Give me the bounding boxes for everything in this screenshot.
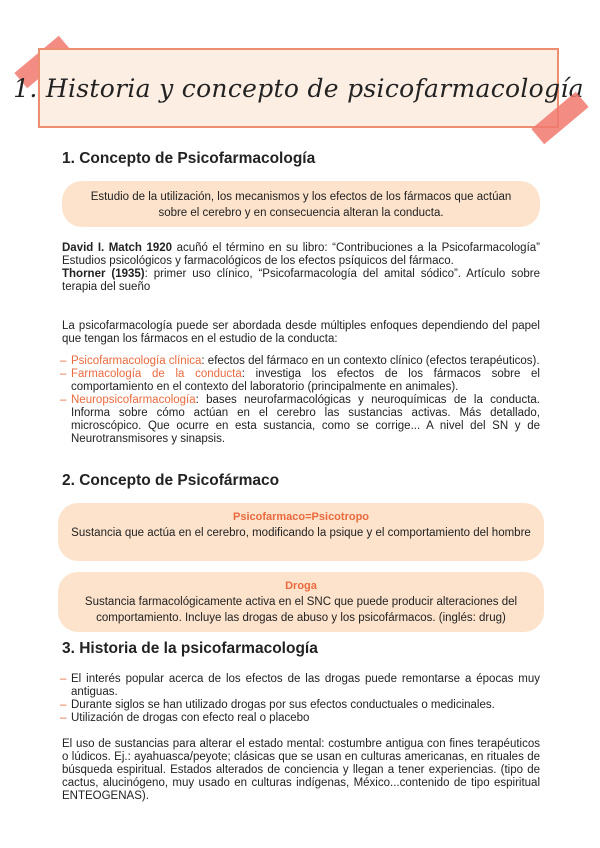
section-heading-concepto: 1. Concepto de Psicofarmacología bbox=[62, 150, 316, 167]
thorner-line bbox=[62, 268, 540, 294]
match-name: David I. Match 1920 bbox=[62, 242, 173, 254]
approach-term: Neuropsicofarmacología bbox=[71, 394, 196, 406]
thorner-name: Thorner (1935) bbox=[62, 268, 145, 280]
match-line bbox=[62, 242, 540, 268]
approach-term: Psicofarmacología clínica bbox=[71, 355, 202, 367]
match-text: acuñó el término en su libro: “Contribuciones a la Psicofarmacología” Estudios psicológicos y farmacológicos de los efectos psíquicos del fármaco. bbox=[62, 242, 540, 267]
section-heading-psicofarmaco: 2. Concepto de Psicofármaco bbox=[62, 472, 280, 489]
droga-text: Sustancia farmacológicamente activa en el SNC que puede producir alteraciones del comportamiento. Incluye las drogas de abuso y los psicofármacos. (inglés: drug) bbox=[84, 596, 518, 624]
list-item bbox=[62, 394, 540, 446]
history-item-text: El interés popular acerca de los efectos de las drogas puede remontarse a épocas muy antiguas. bbox=[71, 673, 540, 698]
approach-text: : efectos del fármaco en un contexto clínico (efectos terapéuticos). bbox=[201, 355, 540, 367]
page-title: 1. Historia y concepto de psicofarmacología bbox=[13, 73, 584, 103]
section-heading-historia: 3. Historia de la psicofarmacología bbox=[62, 640, 318, 657]
droga-box bbox=[58, 572, 544, 632]
title-box bbox=[13, 48, 584, 128]
history-item-text: Durante siglos se han utilizado drogas por sus efectos conductuales o medicinales. bbox=[71, 699, 495, 711]
list-item bbox=[62, 673, 540, 699]
droga-title: Droga bbox=[285, 580, 317, 592]
thorner-text: : primer uso clínico, “Psicofarmacología del amital sódico”. Artículo sobre terapia del sueño bbox=[62, 268, 540, 293]
dash-bullet: – bbox=[60, 712, 67, 724]
definition-box bbox=[62, 181, 540, 227]
dash-bullet: – bbox=[60, 699, 67, 711]
history-item-text: Utilización de drogas con efecto real o placebo bbox=[71, 712, 310, 724]
dash-bullet: – bbox=[60, 355, 67, 367]
intro-paragraph: La psicofarmacología puede ser abordada desde múltiples enfoques dependiendo del papel que tengan los fármacos en el estudio de la conducta: bbox=[62, 320, 540, 345]
approach-text: : investiga los efectos de los fármacos sobre el comportamiento en el contexto del laboratorio (principalmente en animales). bbox=[71, 368, 540, 393]
closing-paragraph: El uso de sustancias para alterar el estado mental: costumbre antigua con fines terapéuticos o lúdicos. Ej.: ayahuasca/peyote; clásicas que se usan en culturas americanas, en rituales de búsqueda espiritual. Estados alterados de conciencia y llegan a tener experiencias. (tipo de cactus, alucinógeno, muy usado en culturas indígenas, México...contenido de tipo espiritual ENTEOGENAS). bbox=[62, 738, 540, 802]
psicofarmaco-title: Psicofarmaco=Psicotropo bbox=[232, 511, 370, 523]
dash-bullet: – bbox=[60, 368, 67, 380]
approach-term: Farmacología de la conducta bbox=[71, 368, 242, 380]
approaches-list bbox=[62, 355, 540, 446]
list-item bbox=[62, 699, 540, 712]
approach-text: : bases neurofarmacológicas y neuroquímicas de la conducta. Informa sobre cómo actúan en el cerebro las sustancias activas. Más detallado, microscópico. Que ocurre en esta sustancia, como se corrige... A nivel del SN y de Neurotransmisores y sinapsis. bbox=[71, 394, 540, 445]
list-item bbox=[62, 355, 540, 368]
dash-bullet: – bbox=[60, 394, 67, 406]
definition-text: Estudio de la utilización, los mecanismos y los efectos de los fármacos que actúan sobre el cerebro y en consecuencia alteran la conducta. bbox=[90, 191, 512, 219]
list-item bbox=[62, 368, 540, 394]
dash-bullet: – bbox=[60, 673, 67, 685]
list-item bbox=[62, 712, 540, 725]
history-paragraph bbox=[62, 242, 540, 294]
psicofarmaco-text: Sustancia que actúa en el cerebro, modificando la psique y el comportamiento del hombre bbox=[71, 527, 531, 539]
history-list bbox=[62, 673, 540, 725]
psicofarmaco-box bbox=[58, 503, 544, 561]
